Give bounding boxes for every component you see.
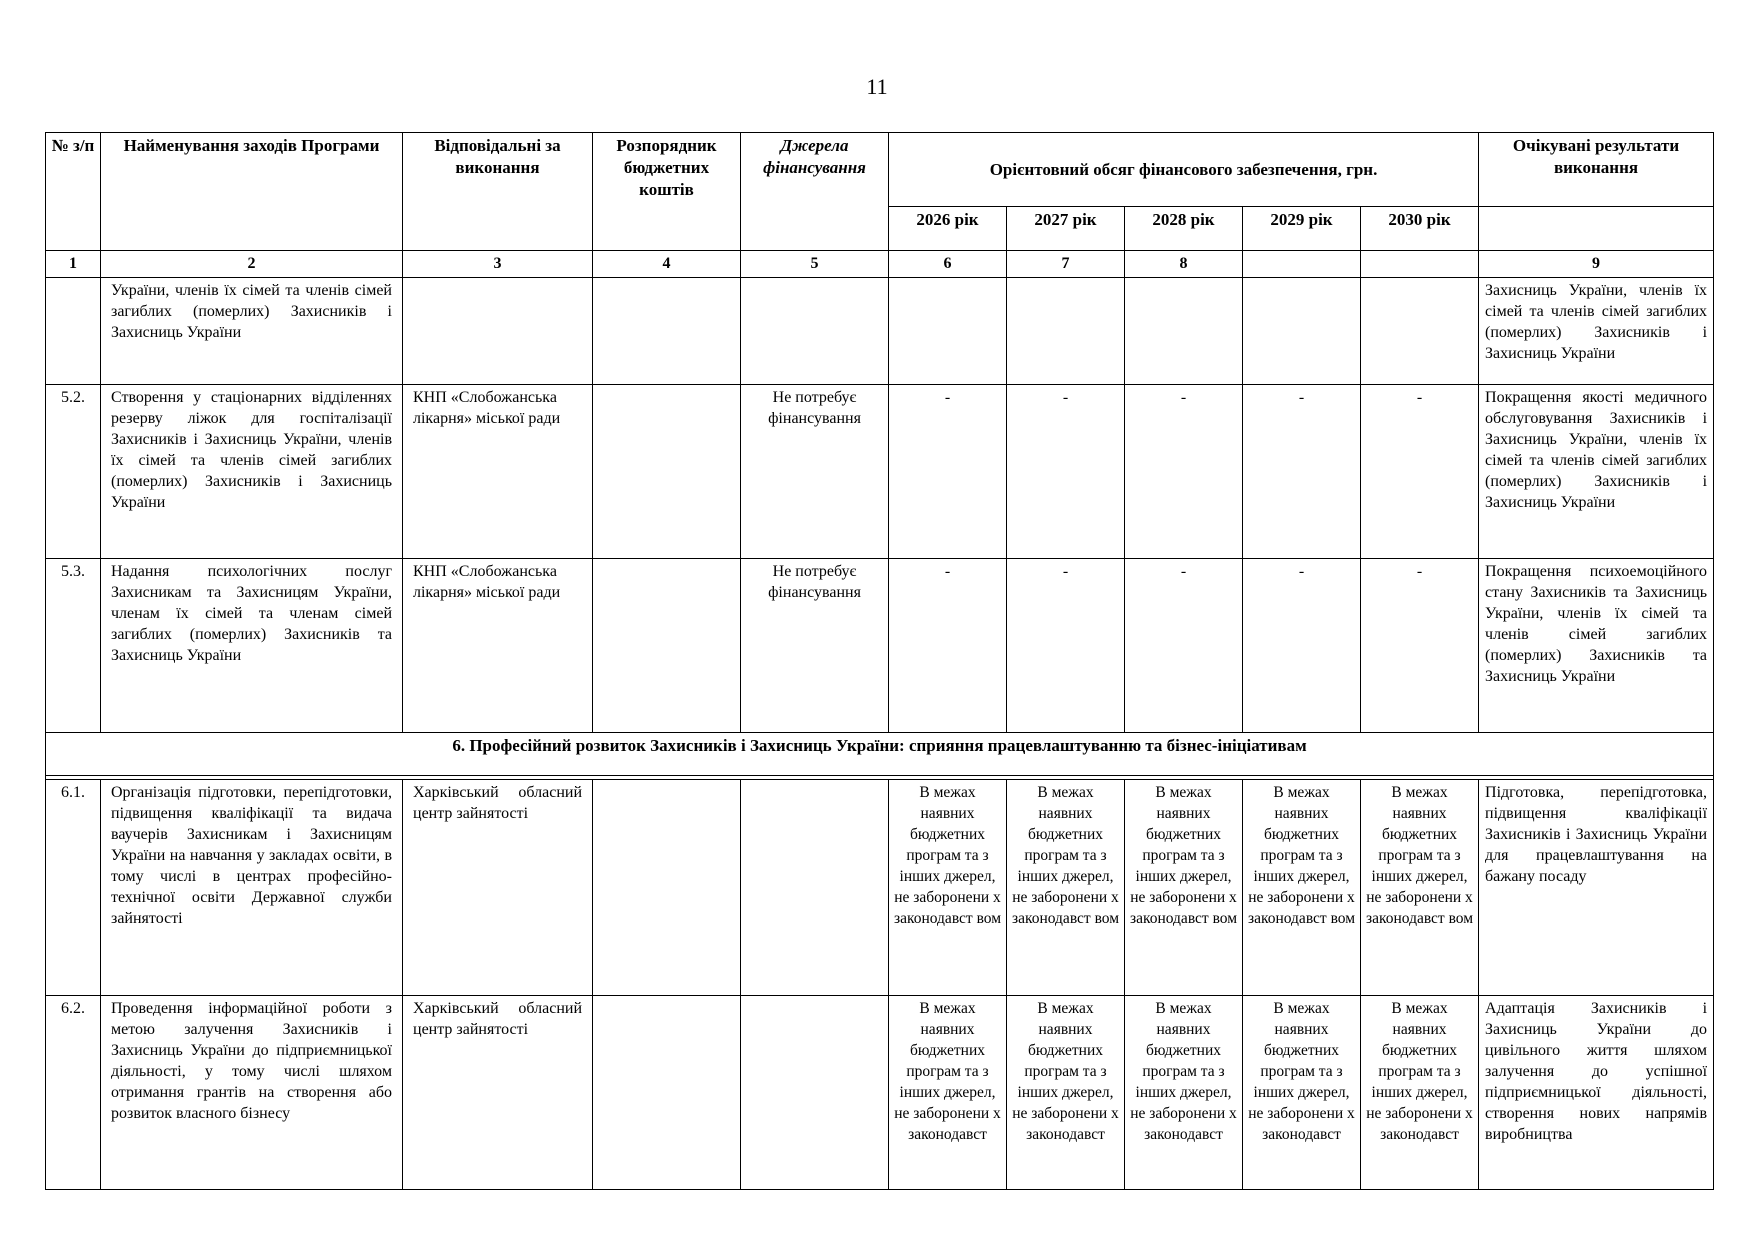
row-sources: Не потребує фінансування: [741, 385, 889, 559]
row-manager: [593, 780, 741, 996]
row-no: [46, 278, 101, 385]
row-year-value: -: [1243, 559, 1361, 733]
row-year-value: В межах наявних бюджетних програм та з інших джерел, не заборонени х законодавст вом: [889, 780, 1007, 996]
row-year-value: В межах наявних бюджетних програм та з інших джерел, не заборонени х законодавст: [1007, 996, 1125, 1190]
header-no: № з/п: [46, 133, 101, 251]
row-year-value: В межах наявних бюджетних програм та з інших джерел, не заборонени х законодавст вом: [1243, 780, 1361, 996]
row-responsible: Харківський обласний центр зайнятості: [403, 996, 593, 1190]
header-year-2026: 2026 рік: [889, 207, 1007, 251]
column-number: [1361, 251, 1479, 278]
row-name: Створення у стаціонарних відділеннях резерву ліжок для госпіталізації Захисників і Захисниць України, членів їх сімей та членів сімей загиблих (померлих) Захисників і Захисниць України: [101, 385, 403, 559]
row-year-value: -: [1361, 559, 1479, 733]
header-year-2027: 2027 рік: [1007, 207, 1125, 251]
header-year-2029: 2029 рік: [1243, 207, 1361, 251]
column-number: 6: [889, 251, 1007, 278]
section-6-row: [46, 733, 1714, 776]
row-result: Покращення якості медичного обслуговування Захисників і Захисниць України, членів їх сімей та членів сімей загиблих (померлих) Захисників і Захисниць України: [1479, 385, 1714, 559]
row-no: 6.2.: [46, 996, 101, 1190]
header-year-2030: 2030 рік: [1361, 207, 1479, 251]
row-year-value: [1243, 278, 1361, 385]
row-no: 6.1.: [46, 780, 101, 996]
column-number: [1243, 251, 1361, 278]
column-number: 4: [593, 251, 741, 278]
row-year-value: В межах наявних бюджетних програм та з інших джерел, не заборонени х законодавст: [889, 996, 1007, 1190]
header-sources: Джерела фінансування: [741, 133, 889, 251]
row-responsible: КНП «Слобожанська лікарня» міської ради: [403, 559, 593, 733]
row-result: Захисниць України, членів їх сімей та членів сімей загиблих (померлих) Захисників і Захисниць України: [1479, 278, 1714, 385]
column-number: 9: [1479, 251, 1714, 278]
row-sources: [741, 278, 889, 385]
row-year-value: -: [1125, 559, 1243, 733]
row-year-value: В межах наявних бюджетних програм та з інших джерел, не заборонени х законодавст: [1361, 996, 1479, 1190]
row-name: Надання психологічних послуг Захисникам та Захисницям України, членам їх сімей та членам сімей загиблих (померлих) Захисників та Захисниць України: [101, 559, 403, 733]
row-year-value: В межах наявних бюджетних програм та з інших джерел, не заборонени х законодавст вом: [1007, 780, 1125, 996]
row-sources: [741, 780, 889, 996]
row-year-value: -: [1007, 559, 1125, 733]
row-no: 5.3.: [46, 559, 101, 733]
row-manager: [593, 278, 741, 385]
section-6-title: 6. Професійний розвиток Захисників і Захисниць України: сприяння працевлаштуванню та бізнес-ініціативам: [46, 733, 1714, 776]
row-year-value: В межах наявних бюджетних програм та з інших джерел, не заборонени х законодавст: [1125, 996, 1243, 1190]
page-number: 11: [866, 74, 888, 99]
row-responsible: Харківський обласний центр зайнятості: [403, 780, 593, 996]
row-sources: Не потребує фінансування: [741, 559, 889, 733]
row-name: Проведення інформаційної роботи з метою залучення Захисників і Захисниць України до підприємницької діяльності, у тому числі шляхом отримання грантів на створення або розвиток власного бізнесу: [101, 996, 403, 1190]
row-sources: [741, 996, 889, 1190]
row-name: України, членів їх сімей та членів сімей загиблих (померлих) Захисників і Захисниць України: [101, 278, 403, 385]
column-number: 5: [741, 251, 889, 278]
row-year-value: [889, 278, 1007, 385]
row-result: Адаптація Захисників і Захисниць України до цивільного життя шляхом залучення до успішної підприємницької діяльності, створення нових напрямів виробництва: [1479, 996, 1714, 1190]
row-result: Підготовка, перепідготовка, підвищення кваліфікації Захисників і Захисниць України для працевлаштування на бажану посаду: [1479, 780, 1714, 996]
header-responsible: Відповідальні за виконання: [403, 133, 593, 251]
header-manager: Розпорядник бюджетних коштів: [593, 133, 741, 251]
row-name: Організація підготовки, перепідготовки, підвищення кваліфікації та видача ваучерів Захисникам і Захисницям України на навчання у закладах освіти, в тому числі в центрах професійно-технічної освіти Державної служби зайнятості: [101, 780, 403, 996]
row-year-value: В межах наявних бюджетних програм та з інших джерел, не заборонени х законодавст: [1243, 996, 1361, 1190]
column-number: 7: [1007, 251, 1125, 278]
header-year-2028: 2028 рік: [1125, 207, 1243, 251]
header-results-empty: [1479, 207, 1714, 251]
row-year-value: -: [1125, 385, 1243, 559]
row-manager: [593, 385, 741, 559]
table-row: [46, 996, 1714, 1190]
row-year-value: [1125, 278, 1243, 385]
program-table: [45, 132, 1714, 1190]
table-row: [46, 385, 1714, 559]
table-row: [46, 780, 1714, 996]
row-year-value: -: [1007, 385, 1125, 559]
row-year-value: -: [1243, 385, 1361, 559]
row-year-value: -: [889, 559, 1007, 733]
table-row: [46, 278, 1714, 385]
column-number: 8: [1125, 251, 1243, 278]
row-responsible: КНП «Слобожанська лікарня» міської ради: [403, 385, 593, 559]
column-number: 1: [46, 251, 101, 278]
row-manager: [593, 559, 741, 733]
row-no: 5.2.: [46, 385, 101, 559]
row-year-value: В межах наявних бюджетних програм та з інших джерел, не заборонени х законодавст вом: [1125, 780, 1243, 996]
row-year-value: [1007, 278, 1125, 385]
row-result: Покращення психоемоційного стану Захисників та Захисниць України, членів їх сімей та членів сімей загиблих (померлих) Захисників та Захисниць України: [1479, 559, 1714, 733]
row-year-value: В межах наявних бюджетних програм та з інших джерел, не заборонени х законодавст вом: [1361, 780, 1479, 996]
column-numbers-row: [46, 251, 1714, 278]
header-volume: Орієнтовний обсяг фінансового забезпечення, грн.: [889, 133, 1479, 207]
table-row: [46, 559, 1714, 733]
column-number: 2: [101, 251, 403, 278]
row-year-value: -: [889, 385, 1007, 559]
header-name: Найменування заходів Програми: [101, 133, 403, 251]
column-number: 3: [403, 251, 593, 278]
row-year-value: [1361, 278, 1479, 385]
row-year-value: -: [1361, 385, 1479, 559]
row-responsible: [403, 278, 593, 385]
header-results: Очікувані результати виконання: [1479, 133, 1714, 207]
row-manager: [593, 996, 741, 1190]
